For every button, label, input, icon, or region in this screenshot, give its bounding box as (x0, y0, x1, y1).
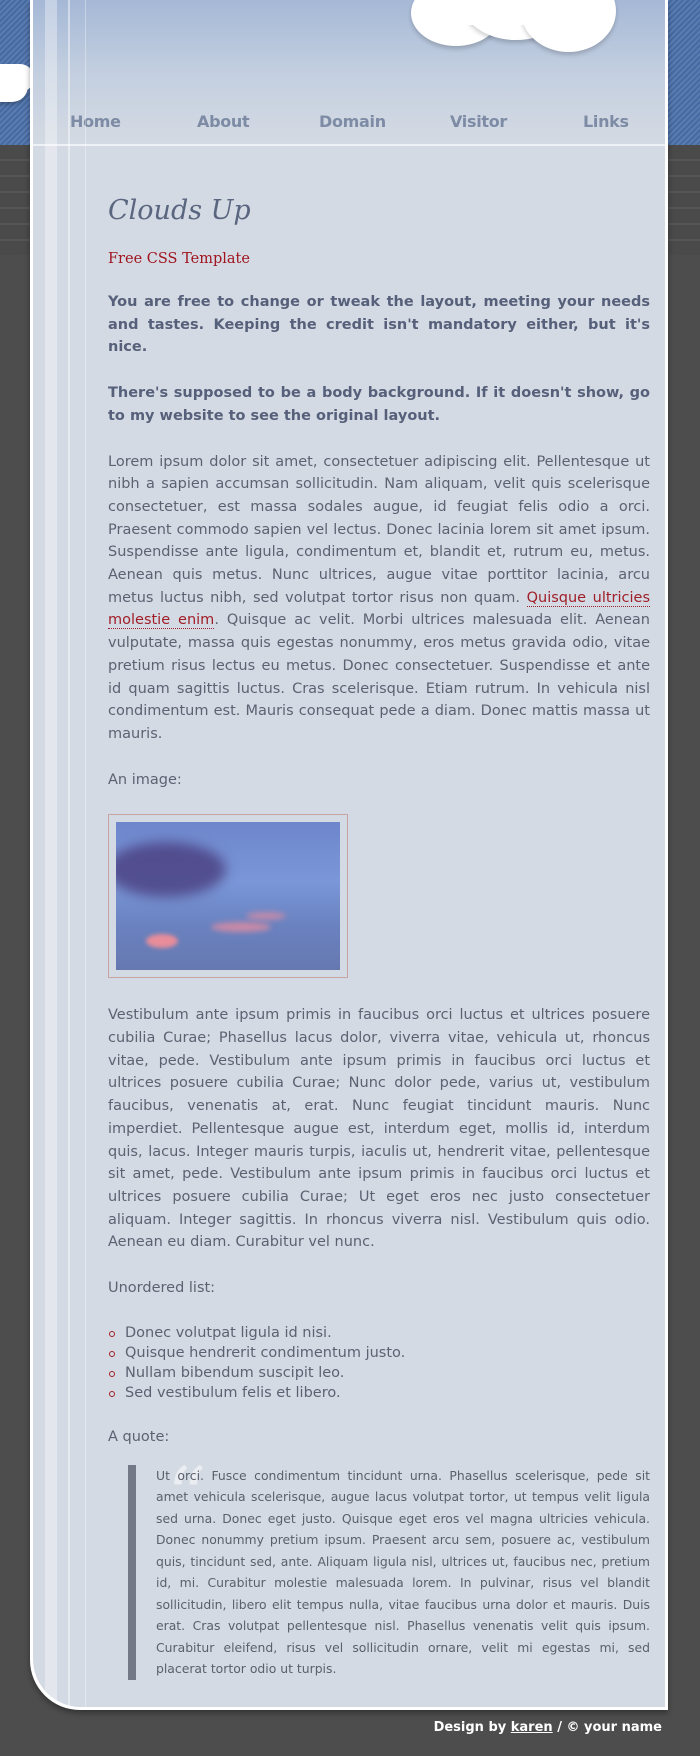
quote-text: Ut orci. Fusce condimentum tincidunt urna. Phasellus scelerisque, pede sit amet vehicula scelerisque, augue lacus volutpat tortor, ut tempus velit ligula sed urna. Donec eget justo. Quisque eget eros vel magna ultricies vehicula. Donec nonummy pretium ipsum. Praesent arcu sem, posuere ac, vestibulum quis, tincidunt sed, ante. Aliquam ligula nisl, ultrices ut, faucibus nec, pretium id, mi. Curabitur molestie malesuada lorem. In pulvinar, risus vel blandit sollicitudin, libero elit tempus nulla, vitae faucibus urna dolor et mauris. Duis erat. Cras volutpat pellentesque nisl. Phasellus venenatis velit quis ipsum. Curabitur eleifend, risus vel sollicitudin ornare, velit mi egestas mi, sed placerat tortor odio ut turpis. (156, 1467, 650, 1676)
page-frame (30, 0, 668, 1710)
quote-label: A quote: (108, 1428, 170, 1445)
list-item-text: Quisque hendrerit condimentum justo. (125, 1344, 406, 1361)
intro-paragraph-2: There's supposed to be a body background. If it doesn't show, go to my website to see the original layout. (108, 385, 650, 424)
body-paragraph-2: Vestibulum ante ipsum primis in faucibus orci luctus et ultrices posuere cubilia Curae; Phasellus lacus dolor, viverra vitae, vehicula ut, rhoncus vitae, pede. Vestibulum ante ipsum primis in faucibus orci luctus et ultrices posuere cubilia Curae; Nunc dolor pede, varius ut, vestibulum faucibus, venenatis at, erat. Nunc feugiat tincidunt mauris. Nunc imperdiet. Pellentesque augue est, interdum eget, mollis id, interdum quis, lacus. Integer mauris turpis, iaculis ut, hendrerit vitae, pellentesque sit amet, pede. Vestibulum ante ipsum primis in faucibus orci luctus et ultrices posuere cubilia Curae; Ut eget eros nec justo consectetuer aliquam. Integer sagittis. In rhoncus viverra nisl. Vestibulum quis odio. Aenean eu diam. Curabitur vel nunc. (108, 1007, 650, 1251)
page-subtitle: Free CSS Template (108, 251, 250, 267)
bullet-icon (109, 1371, 115, 1377)
footer-prefix: Design by (433, 1720, 511, 1735)
bullet-icon (109, 1391, 115, 1397)
author-link[interactable]: karen (510, 1720, 553, 1735)
paragraph-text: . Quisque ac velit. Morbi ultrices malesuada elit. Aenean vulputate, massa quis egestas nonummy, eros metus gravida odio, vitae pretium risus lectus eu metus. Donec consectetuer. Suspendisse et ante id quam sagittis luctus. Cras scelerisque. Etiam rutrum. In vehicula nisl condimentum est. Mauris consequat pede a diam. Donec mattis massa ut mauris. (108, 612, 650, 742)
page-title: Clouds Up (108, 195, 251, 226)
page-panel (33, 0, 665, 1707)
list-item (108, 1363, 650, 1383)
footer-credit (434, 1720, 662, 1735)
unordered-list (108, 1323, 650, 1403)
nav-about[interactable]: About (197, 112, 250, 131)
list-label: Unordered list: (108, 1280, 216, 1297)
nav-domain[interactable]: Domain (319, 112, 386, 131)
list-item (108, 1323, 650, 1343)
main-nav (33, 112, 665, 136)
image-frame (108, 814, 348, 978)
nav-visitor[interactable]: Visitor (450, 112, 508, 131)
header-divider (33, 144, 665, 146)
quote-mark-icon: “ (166, 1449, 207, 1543)
list-item (108, 1343, 650, 1363)
vertical-stripe-decoration (68, 0, 70, 1707)
body-paragraph-1 (108, 451, 650, 746)
inline-link[interactable]: Quisque ultricies molestie enim (108, 589, 651, 629)
nav-links[interactable]: Links (583, 112, 629, 131)
blockquote (128, 1449, 650, 1680)
intro-paragraph-1: You are free to change or tweak the layout, meeting your needs and tastes. Keeping the credit isn't mandatory either, but it's nice. (108, 294, 650, 356)
header-cloud-decoration (411, 0, 616, 52)
header (33, 0, 665, 145)
vertical-stripe-decoration (45, 0, 57, 1707)
bullet-icon (109, 1351, 115, 1357)
nav-home[interactable]: Home (70, 112, 121, 131)
sky-photo (116, 822, 340, 970)
main-content (108, 195, 650, 1680)
list-item (108, 1383, 650, 1403)
bullet-icon (109, 1331, 115, 1337)
list-item-text: Nullam bibendum suscipit leo. (125, 1364, 345, 1381)
footer-suffix: / © your name (552, 1720, 662, 1735)
image-label: An image: (108, 771, 182, 788)
list-item-text: Donec volutpat ligula id nisi. (125, 1324, 332, 1341)
list-item-text: Sed vestibulum felis et libero. (125, 1384, 341, 1401)
paragraph-text: Lorem ipsum dolor sit amet, consectetuer adipiscing elit. Pellentesque ut nibh a sapien accumsan sollicitudin. Nam aliquam, velit quis scelerisque consectetuer, est massa sodales augue, id feugiat felis odio a orci. Praesent commodo sapien vel lectus. Donec lacinia lorem sit amet ipsum. Suspendisse ante ligula, condimentum et, blandit et, rutrum eu, metus. Aenean quis metus. Nunc ultrices, augue vitae porttitor lacinia, arcu metus luctus nibh, sed volutpat tortor risus non quam. (108, 453, 650, 606)
vertical-stripe-decoration (85, 0, 86, 1707)
